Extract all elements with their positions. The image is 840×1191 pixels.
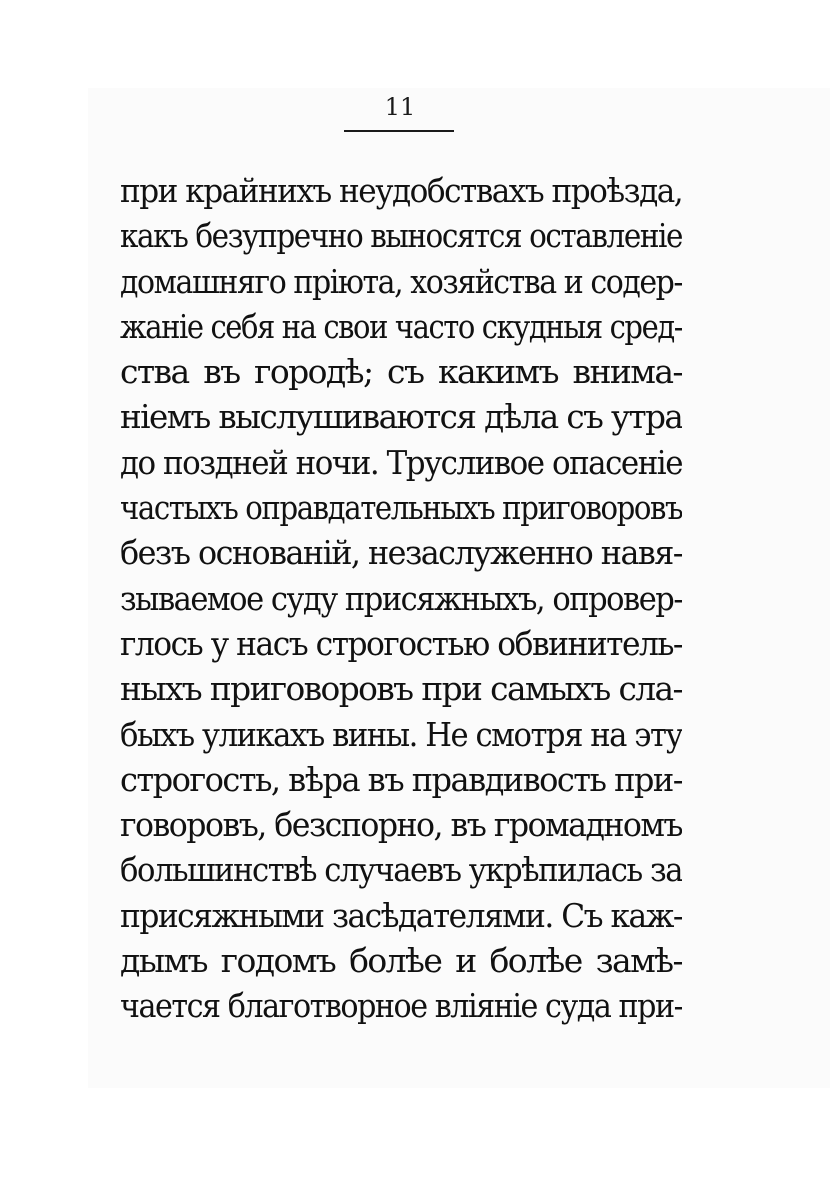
text-line: ніемъ выслушиваются дѣла съ утра — [120, 397, 682, 437]
text-line: до поздней ночи. Трусливое опасеніе — [120, 442, 682, 482]
text-line: большинствѣ случаевъ укрѣпилась за — [120, 850, 682, 890]
text-line: ства въ городѣ; съ какимъ внима- — [120, 352, 682, 392]
text-line: ныхъ приговоровъ при самыхъ сла- — [120, 669, 682, 709]
body-text — [120, 168, 682, 1029]
text-line: домашняго пріюта, хозяйства и содер- — [120, 261, 682, 301]
text-line: при крайнихъ неудобствахъ проѣзда, — [120, 171, 682, 210]
header-rule — [344, 130, 454, 132]
text-line: безъ основаній, незаслуженно навя- — [120, 533, 682, 573]
text-line: частыхъ оправдательныхъ приговоровъ — [120, 488, 682, 528]
text-line: строгость, вѣра въ правдивость при- — [120, 759, 682, 799]
text-line: быхъ уликахъ вины. Не смотря на эту — [120, 714, 682, 754]
text-line: зываемое суду присяжныхъ, опровер- — [120, 578, 682, 618]
text-line: присяжными засѣдателями. Съ каж- — [120, 895, 682, 935]
text-line: дымъ годомъ болѣе и болѣе замѣ- — [120, 941, 682, 981]
text-line: глось у насъ строгостью обвинитель- — [120, 623, 682, 663]
text-line: говоровъ, безспорно, въ громадномъ — [120, 805, 682, 845]
text-line: какъ безупречно выносятся оставленіе — [120, 216, 682, 256]
page-number: 11 — [384, 93, 416, 121]
text-line: чается благотворное вліяніе суда при- — [120, 986, 682, 1026]
text-line: жаніе себя на свои часто скудныя сред- — [120, 306, 682, 346]
